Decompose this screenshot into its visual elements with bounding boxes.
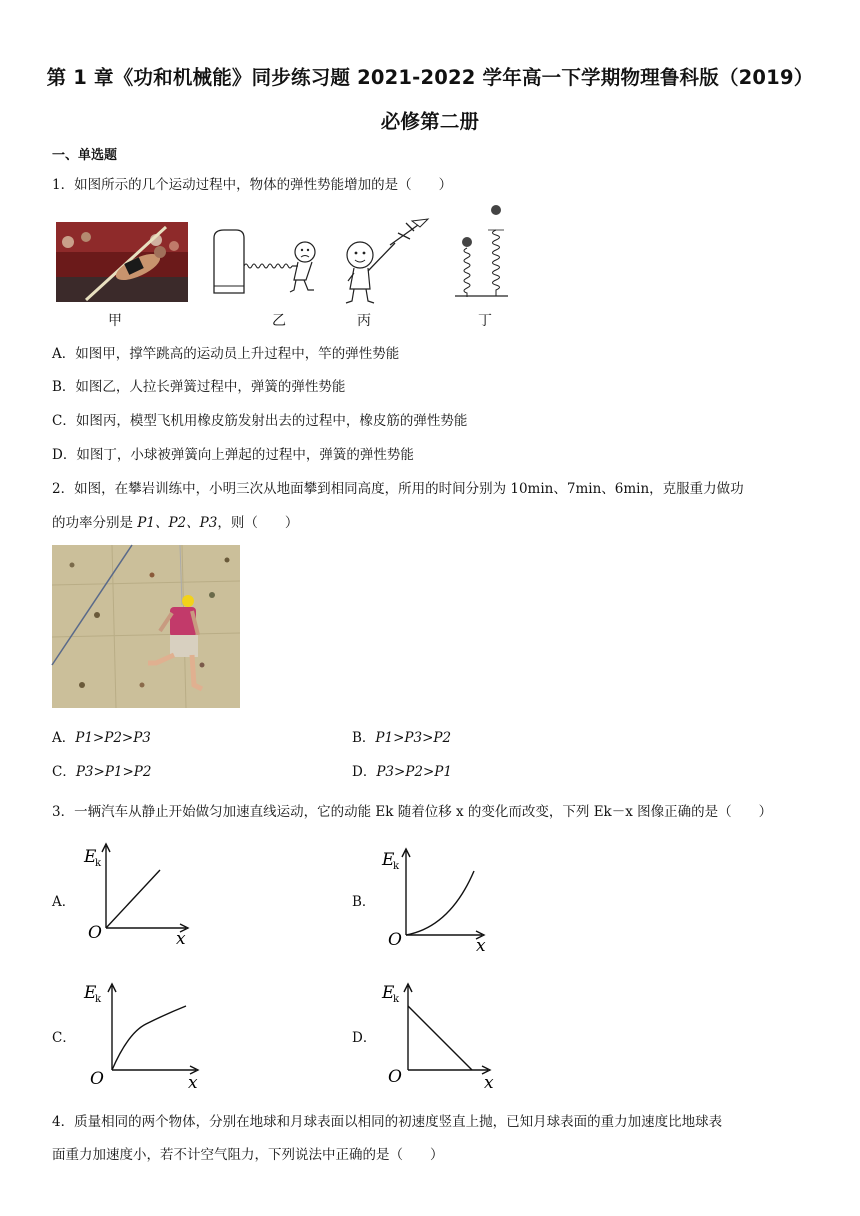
q2-option-d-expr: P3>P2>P1 bbox=[376, 764, 452, 780]
rock-climbing-photo bbox=[52, 545, 240, 708]
q1-option-c[interactable]: C．如图丙，模型飞机用橡皮筋发射出去的过程中，橡皮筋的弹性势能 bbox=[52, 413, 468, 429]
q1-stem: 1．如图所示的几个运动过程中，物体的弹性势能增加的是（ ） bbox=[52, 177, 453, 193]
q3-graph-b[interactable] bbox=[380, 843, 495, 955]
q2-option-a-expr: P1>P2>P3 bbox=[75, 730, 151, 746]
document-title-line2: 必修第二册 bbox=[380, 110, 480, 133]
q2-option-a[interactable] bbox=[52, 726, 151, 746]
q3-graph-d-ylabel: E bbox=[382, 983, 395, 1003]
q3-graph-c-ylabel: E bbox=[84, 983, 97, 1003]
q3-graph-b-origin: O bbox=[388, 930, 402, 950]
q2-stem-suffix: ，则（ ） bbox=[217, 515, 299, 531]
spring-pull-figure bbox=[210, 228, 325, 303]
q4-stem-line2: 面重力加速度小，若不计空气阻力，下列说法中正确的是（ ） bbox=[52, 1147, 444, 1163]
q3-graph-c-origin: O bbox=[90, 1069, 104, 1089]
q3-graph-c[interactable] bbox=[80, 978, 208, 1093]
q1-option-b[interactable]: B．如图乙，人拉长弹簧过程中，弹簧的弹性势能 bbox=[52, 379, 346, 395]
q2-stem-vars: P1、P2、P3 bbox=[137, 515, 218, 531]
q3-graph-d-origin: O bbox=[388, 1067, 402, 1087]
q3-graph-a-label[interactable]: A． bbox=[52, 894, 76, 910]
figure-label-bing: 丙 bbox=[357, 313, 371, 329]
q2-option-d-letter: D． bbox=[352, 764, 377, 780]
pole-vault-photo bbox=[56, 222, 188, 302]
q2-option-b-letter: B． bbox=[352, 730, 376, 746]
q3-graph-c-ysub: k bbox=[95, 994, 102, 1005]
q3-graph-d-xlabel: x bbox=[484, 1073, 494, 1093]
section-heading: 一、单选题 bbox=[52, 148, 118, 163]
figure-label-yi: 乙 bbox=[272, 313, 286, 329]
q3-graph-a-origin: O bbox=[88, 923, 102, 943]
q2-stem-line2 bbox=[52, 511, 298, 531]
q3-graph-d-ysub: k bbox=[393, 994, 400, 1005]
q2-option-a-letter: A． bbox=[52, 730, 76, 746]
q3-graph-a-ysub: k bbox=[95, 858, 102, 869]
q2-option-b-expr: P1>P3>P2 bbox=[375, 730, 452, 746]
document-title-line1: 第 1 章《功和机械能》同步练习题 2021-2022 学年高一下学期物理鲁科版（2019） bbox=[46, 66, 814, 89]
q3-graph-b-ysub: k bbox=[393, 861, 400, 872]
q2-option-c[interactable] bbox=[52, 760, 152, 780]
q3-graph-b-label[interactable]: B． bbox=[352, 894, 376, 910]
q2-option-c-letter: C． bbox=[52, 764, 76, 780]
q2-option-b[interactable] bbox=[352, 726, 451, 746]
q1-option-d[interactable]: D．如图丁，小球被弹簧向上弹起的过程中，弹簧的弹性势能 bbox=[52, 447, 414, 463]
q3-graph-d[interactable] bbox=[380, 978, 498, 1093]
q3-stem: 3．一辆汽车从静止开始做匀加速直线运动，它的动能 Ek 随着位移 x 的变化而改变，下列 Ek－x 图像正确的是（ ） bbox=[52, 804, 773, 820]
model-plane-figure bbox=[340, 215, 435, 305]
q2-stem-prefix: 的功率分别是 bbox=[52, 515, 138, 531]
figure-label-ding: 丁 bbox=[478, 313, 492, 329]
q2-option-d[interactable] bbox=[352, 760, 452, 780]
q3-graph-a-xlabel: x bbox=[176, 929, 186, 949]
figure-label-jia: 甲 bbox=[108, 313, 122, 329]
q3-graph-a[interactable] bbox=[80, 838, 195, 948]
q4-stem-line1: 4．质量相同的两个物体，分别在地球和月球表面以相同的初速度竖直上抛，已知月球表面的重力加速度比地球表 bbox=[52, 1114, 723, 1130]
q2-stem-line1: 2．如图，在攀岩训练中，小明三次从地面攀到相同高度，所用的时间分别为 10min、7min、6min，克服重力做功 bbox=[52, 481, 744, 497]
q3-graph-c-xlabel: x bbox=[188, 1073, 198, 1093]
q1-option-a[interactable]: A．如图甲，撑竿跳高的运动员上升过程中，竿的弹性势能 bbox=[52, 346, 400, 362]
q2-option-c-expr: P3>P1>P2 bbox=[75, 764, 152, 780]
spring-ball-figure bbox=[450, 200, 512, 300]
q3-graph-b-xlabel: x bbox=[476, 936, 486, 956]
q3-graph-a-ylabel: E bbox=[84, 847, 97, 867]
q3-graph-c-label[interactable]: C． bbox=[52, 1030, 76, 1046]
q3-graph-b-ylabel: E bbox=[382, 850, 395, 870]
q3-graph-d-label[interactable]: D． bbox=[352, 1030, 377, 1046]
